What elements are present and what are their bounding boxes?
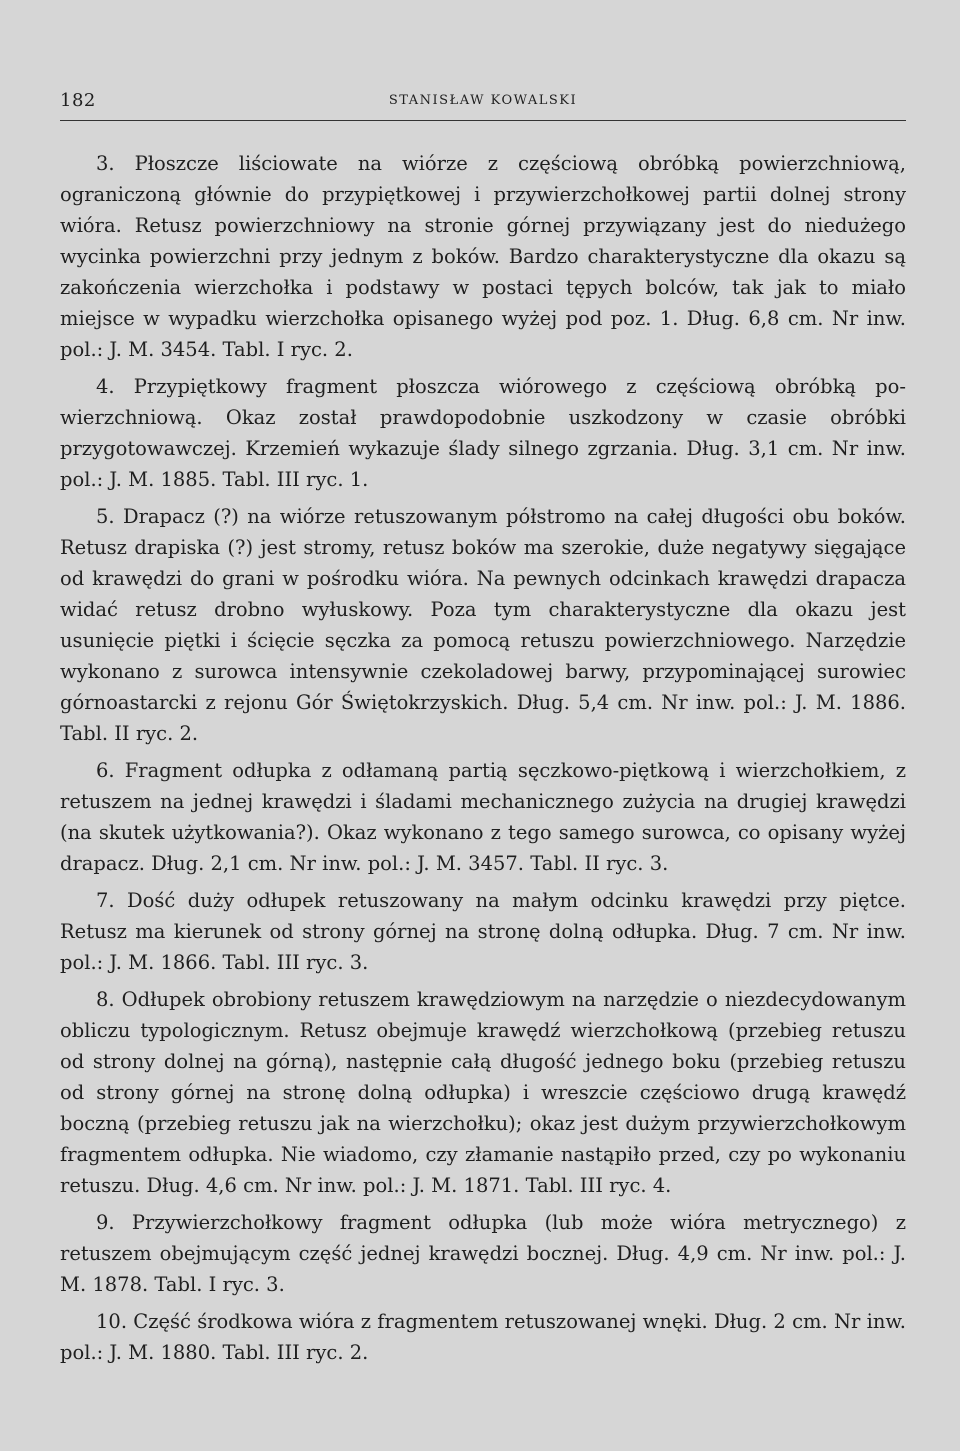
entry-7: 7. Dość duży odłupek retuszowany na małym odcinku krawędzi przy piętce. Retusz ma kierunek od strony górnej na stronę dolną odłupka. Dług. 7 cm. Nr inw. pol.: J. M. 1866. Tabl. III ryc. 3. xyxy=(60,889,906,974)
entry-3: 3. Płoszcze liściowate na wiórze z częściową obróbką powierzchniową, ograniczoną głównie do przypiętkowej i przywierzchołkowej partii dolnej strony wióra. Retusz powierzchniowy na stronie górnej przywiązany jest do niedużego wycinka powierzchni przy jednym z boków. Bardzo charakterystyczne dla okazu są zakończenia wierzchołka i podstawy w postaci tępych bolców, tak jak to miało miejsce w wypadku wierzchołka opisanego wyżej pod poz. 1. Dług. 6,8 cm. Nr inw. pol.: J. M. 3454. Tabl. I ryc. 2. xyxy=(60,152,906,361)
entry-5: 5. Drapacz (?) na wiórze retuszowanym półstromo na całej długości obu boków. Retusz drapiska (?) jest stromy, retusz boków ma szerokie, duże negatywy sięgające od krawędzi do grani w pośrodku wióra. Na pewnych odcinkach krawędzi drapacza widać retusz drobno wyłuskowy. Poza tym charakterystyczne dla okazu jest usunięcie piętki i ścięcie sęczka za pomocą retuszu powierzchniowego. Narzędzie wykonano z surowca intensywnie czekoladowej barwy, przypominającej surowiec górnoastarcki z rejonu Gór Świętokrzyskich. Dług. 5,4 cm. Nr inw. pol.: J. M. 1886. Tabl. II ryc. 2. xyxy=(60,505,906,745)
entry-10: 10. Część środkowa wióra z fragmentem retuszowanej wnęki. Dług. 2 cm. Nr inw. pol.: J. M. 1880. Tabl. III ryc. 2. xyxy=(60,1310,906,1364)
entry-9: 9. Przywierzchołkowy fragment odłupka (lub może wióra metrycznego) z retuszem obejmującym część jednej krawędzi bocznej. Dług. 4,9 cm. Nr inw. pol.: J. M. 1878. Tabl. I ryc. 3. xyxy=(60,1211,906,1296)
entry-6: 6. Fragment odłupka z odłamaną partią sęczkowo-piętkową i wierzchołkiem, z retuszem na jednej krawędzi i śladami mechanicznego zużycia na drugiej krawędzi (na skutek użytkowania?). Okaz wykonano z tego samego surowca, co opisany wyżej drapacz. Dług. 2,1 cm. Nr inw. pol.: J. M. 3457. Tabl. II ryc. 3. xyxy=(60,759,906,875)
body-text xyxy=(60,148,906,1374)
running-head: STANISŁAW KOWALSKI xyxy=(388,93,578,108)
entry-4: 4. Przypiętkowy fragment płoszcza wiórowego z częściową obróbką powierzchniową. Okaz został prawdopodobnie uszkodzony w czasie obróbki przygotowawczej. Krzemień wykazuje ślady silnego zgrzania. Dług. 3,1 cm. Nr inw. pol.: J. M. 1885. Tabl. III ryc. 1. xyxy=(60,375,906,491)
page-header xyxy=(60,90,906,121)
page-number: 182 xyxy=(60,90,96,111)
entry-8: 8. Odłupek obrobiony retuszem krawędziowym na narzędzie o niezdecydowanym obliczu typologicznym. Retusz obejmuje krawędź wierzchołkową (przebieg retuszu od strony dolnej na górną), następnie całą długość jednego boku (przebieg retuszu od strony górnej na stronę dolną odłupka) i wreszcie częściowo drugą krawędź boczną (przebieg retuszu jak na wierzchołku); okaz jest dużym przywierzchołkowym fragmentem odłupka. Nie wiadomo, czy złamanie nastąpiło przed, czy po wykonaniu retuszu. Dług. 4,6 cm. Nr inw. pol.: J. M. 1871. Tabl. III ryc. 4. xyxy=(60,988,906,1197)
